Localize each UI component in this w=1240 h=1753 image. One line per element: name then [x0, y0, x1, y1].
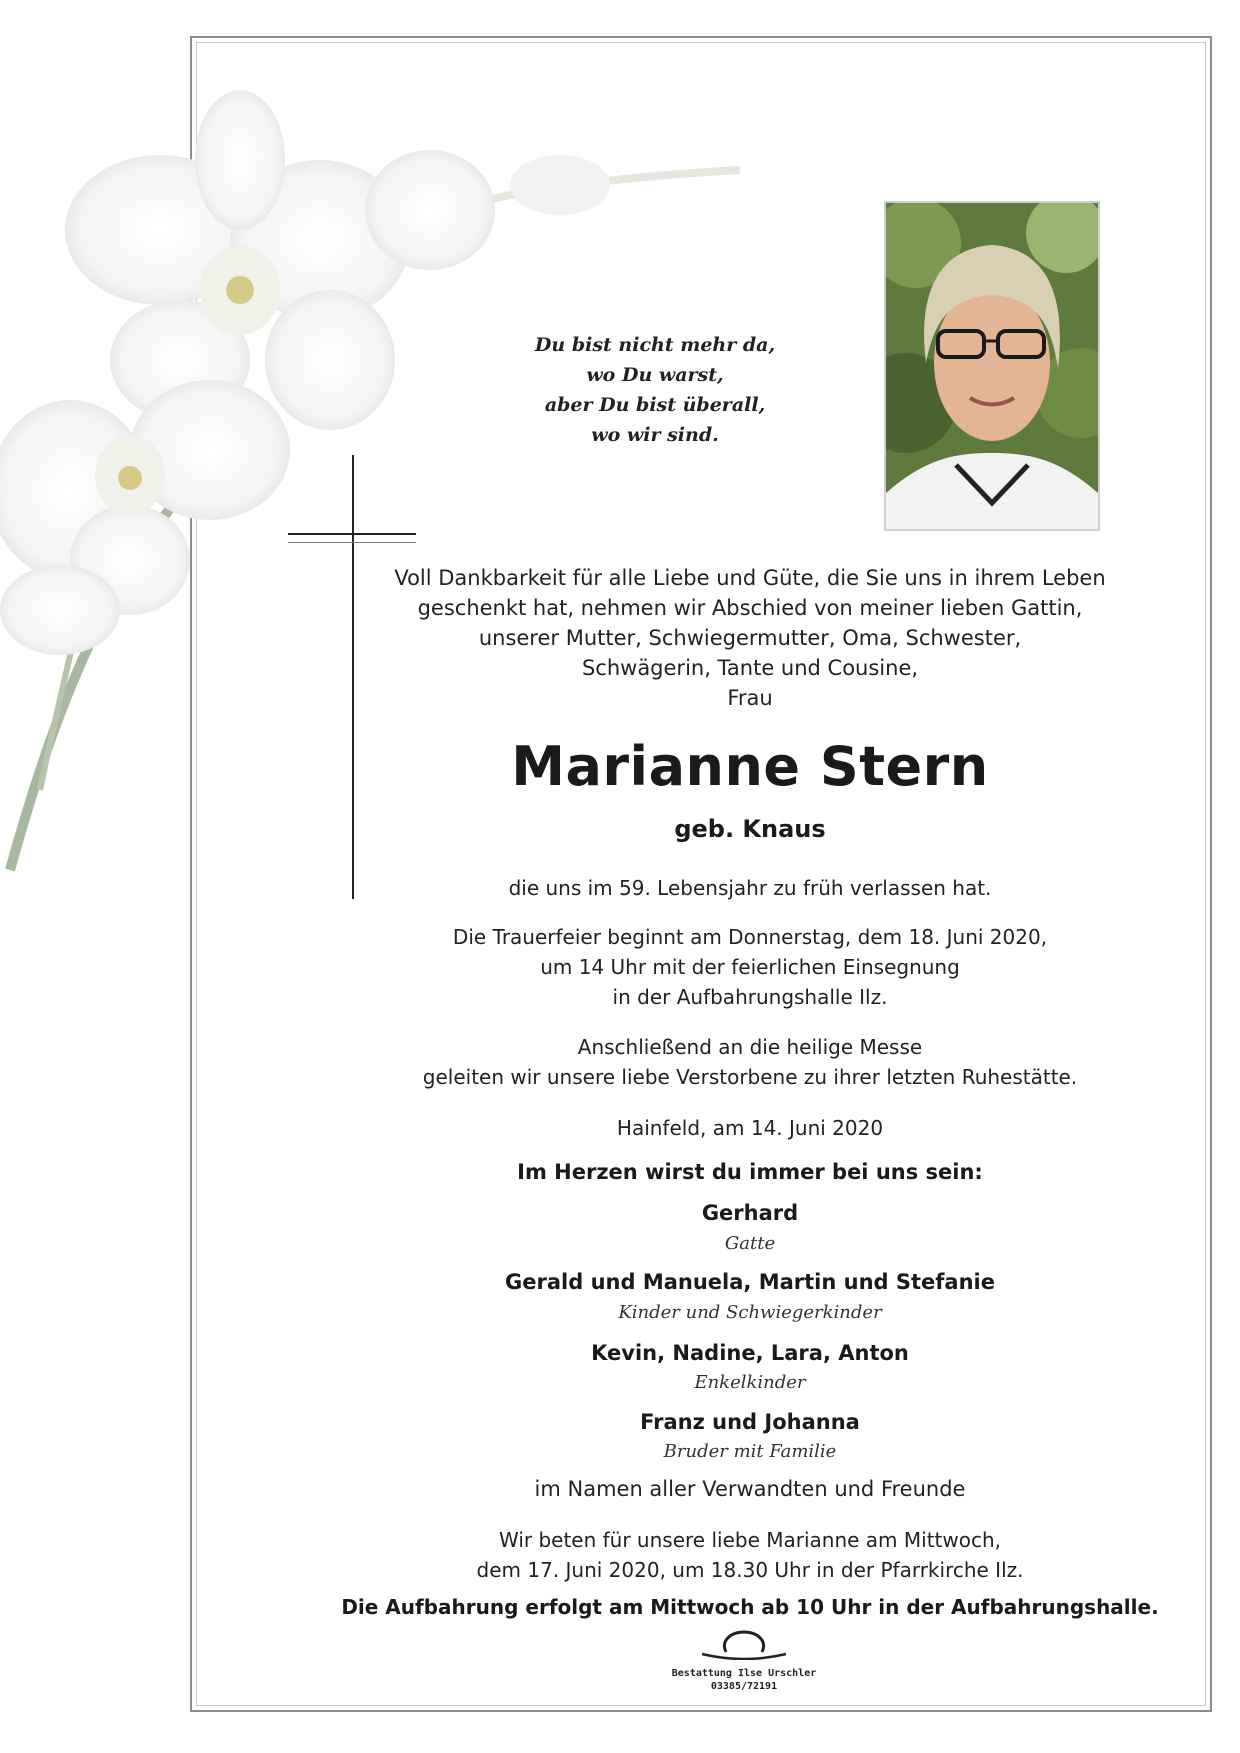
- mass-line: Anschließend an die heilige Messe: [577, 1035, 923, 1059]
- cross-horizontal: [288, 533, 416, 535]
- intro-line: Voll Dankbarkeit für alle Liebe und Güte, die Sie uns in ihrem Leben: [394, 566, 1106, 590]
- poem-line: Du bist nicht mehr da,: [534, 334, 776, 356]
- ceremony-text: [330, 922, 1170, 1012]
- heart-line: Im Herzen wirst du immer bei uns sein:: [517, 1160, 983, 1184]
- funeral-home-logo-icon: [698, 1630, 790, 1660]
- relatives-line: im Namen aller Verwandten und Freunde: [534, 1477, 966, 1501]
- intro-line: geschenkt hat, nehmen wir Abschied von meiner lieben Gattin,: [417, 596, 1083, 620]
- poem-line: wo wir sind.: [591, 424, 719, 446]
- maiden-name: geb. Knaus: [674, 815, 826, 843]
- intro-line: Schwägerin, Tante und Cousine,: [581, 656, 919, 680]
- family-names: Kevin, Nadine, Lara, Anton: [591, 1341, 909, 1365]
- poem-line: aber Du bist überall,: [544, 394, 766, 416]
- age-line: die uns im 59. Lebensjahr zu früh verlassen hat.: [508, 876, 992, 900]
- family-names: Gerald und Manuela, Martin und Stefanie: [505, 1270, 995, 1294]
- portrait-image: [886, 203, 1098, 529]
- intro-line: unserer Mutter, Schwiegermutter, Oma, Schwester,: [478, 626, 1022, 650]
- viewing-line: Die Aufbahrung erfolgt am Mittwoch ab 10 Uhr in der Aufbahrungshalle.: [341, 1595, 1159, 1619]
- family-relation: Enkelkinder: [694, 1372, 806, 1393]
- intro-line: Frau: [727, 686, 773, 710]
- mass-text: [330, 1032, 1170, 1092]
- funeral-home-phone: 03385/72191: [710, 1681, 778, 1692]
- poem-line: wo Du warst,: [586, 364, 724, 386]
- mass-line: geleiten wir unsere liebe Verstorbene zu ihrer letzten Ruhestätte.: [422, 1065, 1078, 1089]
- prayer-text: [330, 1525, 1170, 1585]
- poem: [505, 330, 805, 450]
- cross-horizontal-thin: [288, 542, 416, 543]
- family-names: Gerhard: [701, 1201, 799, 1225]
- prayer-line: Wir beten für unsere liebe Marianne am Mittwoch,: [498, 1528, 1002, 1552]
- family-relation: Kinder und Schwiegerkinder: [618, 1302, 882, 1323]
- family-relation: Bruder mit Familie: [663, 1441, 837, 1462]
- ceremony-line: Die Trauerfeier beginnt am Donnerstag, dem 18. Juni 2020,: [452, 925, 1048, 949]
- funeral-home-name: Bestattung Ilse Urschler: [671, 1668, 817, 1679]
- prayer-line: dem 17. Juni 2020, um 18.30 Uhr in der Pfarrkirche Ilz.: [476, 1558, 1024, 1582]
- intro-text: [330, 563, 1170, 713]
- family-relation: Gatte: [724, 1233, 776, 1254]
- place-date: Hainfeld, am 14. Juni 2020: [616, 1116, 884, 1140]
- ceremony-line: um 14 Uhr mit der feierlichen Einsegnung: [540, 955, 960, 979]
- portrait-photo: [884, 201, 1100, 531]
- family-names: Franz und Johanna: [640, 1410, 860, 1434]
- deceased-name: Marianne Stern: [511, 735, 989, 798]
- ceremony-line: in der Aufbahrungshalle Ilz.: [612, 985, 888, 1009]
